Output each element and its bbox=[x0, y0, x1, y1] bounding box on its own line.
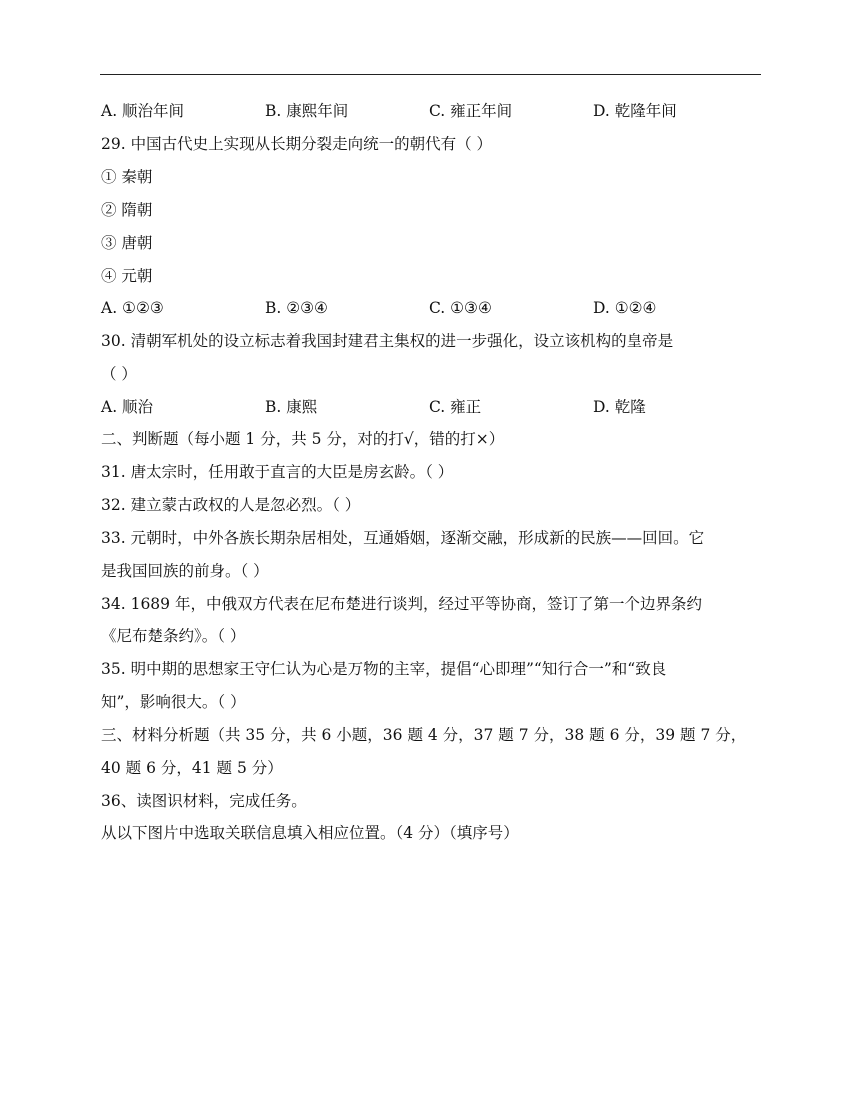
option-a: A. 顺治 bbox=[101, 398, 154, 416]
q36-instruction: 从以下图片中选取关联信息填入相应位置。（4 分）（填序号） bbox=[101, 824, 519, 842]
q34-line1: 34. 1689 年，中俄双方代表在尼布楚进行谈判，经过平等协商，签订了第一个边界条约 bbox=[101, 595, 702, 613]
q29-item-1: ① 秦朝 bbox=[101, 168, 153, 186]
option-d: D. 乾隆年间 bbox=[593, 102, 677, 120]
option-a: A. 顺治年间 bbox=[101, 102, 185, 120]
option-b: B. 康熙年间 bbox=[265, 102, 349, 120]
header-rule bbox=[100, 74, 761, 75]
q31: 31. 唐太宗时，任用敢于直言的大臣是房玄龄。（ ） bbox=[101, 463, 454, 481]
option-b: B. ②③④ bbox=[265, 299, 328, 317]
q29-item-2: ② 隋朝 bbox=[101, 201, 153, 219]
q33-line2: 是我国回族的前身。（ ） bbox=[101, 562, 269, 580]
q32: 32. 建立蒙古政权的人是忽必烈。（ ） bbox=[101, 496, 361, 514]
q30-stem-line1: 30. 清朝军机处的设立标志着我国封建君主集权的进一步强化，设立该机构的皇帝是 bbox=[101, 332, 674, 350]
option-c: C. 雍正 bbox=[429, 398, 482, 416]
q34-line2: 《尼布楚条约》。（ ） bbox=[101, 627, 246, 645]
option-d: D. ①②④ bbox=[593, 299, 657, 317]
option-b: B. 康熙 bbox=[265, 398, 318, 416]
option-c: C. ①③④ bbox=[429, 299, 492, 317]
option-c: C. 雍正年间 bbox=[429, 102, 513, 120]
section3-title-line2: 40 题 6 分，41 题 5 分） bbox=[101, 759, 283, 777]
q33-line1: 33. 元朝时，中外各族长期杂居相处，互通婚姻，逐渐交融，形成新的民族——回回。它 bbox=[101, 529, 705, 547]
q29-stem: 29. 中国古代史上实现从长期分裂走向统一的朝代有（ ） bbox=[101, 135, 493, 153]
section2-title: 二、判断题（每小题 1 分，共 5 分，对的打√，错的打×） bbox=[101, 430, 505, 448]
q35-line1: 35. 明中期的思想家王守仁认为心是万物的主宰，提倡“心即理”“知行合一”和“致良 bbox=[101, 660, 667, 678]
section3-title-line1: 三、材料分析题（共 35 分，共 6 小题，36 题 4 分，37 题 7 分，38 题 6 分，39 题 7 分， bbox=[101, 726, 747, 744]
option-a: A. ①②③ bbox=[101, 299, 164, 317]
option-d: D. 乾隆 bbox=[593, 398, 646, 416]
q36-stem: 36、读图识材料，完成任务。 bbox=[101, 792, 307, 810]
q29-item-3: ③ 唐朝 bbox=[101, 234, 153, 252]
q29-item-4: ④ 元朝 bbox=[101, 267, 153, 285]
q35-line2: 知”，影响很大。（ ） bbox=[101, 693, 246, 711]
q30-stem-line2: （ ） bbox=[101, 365, 137, 383]
